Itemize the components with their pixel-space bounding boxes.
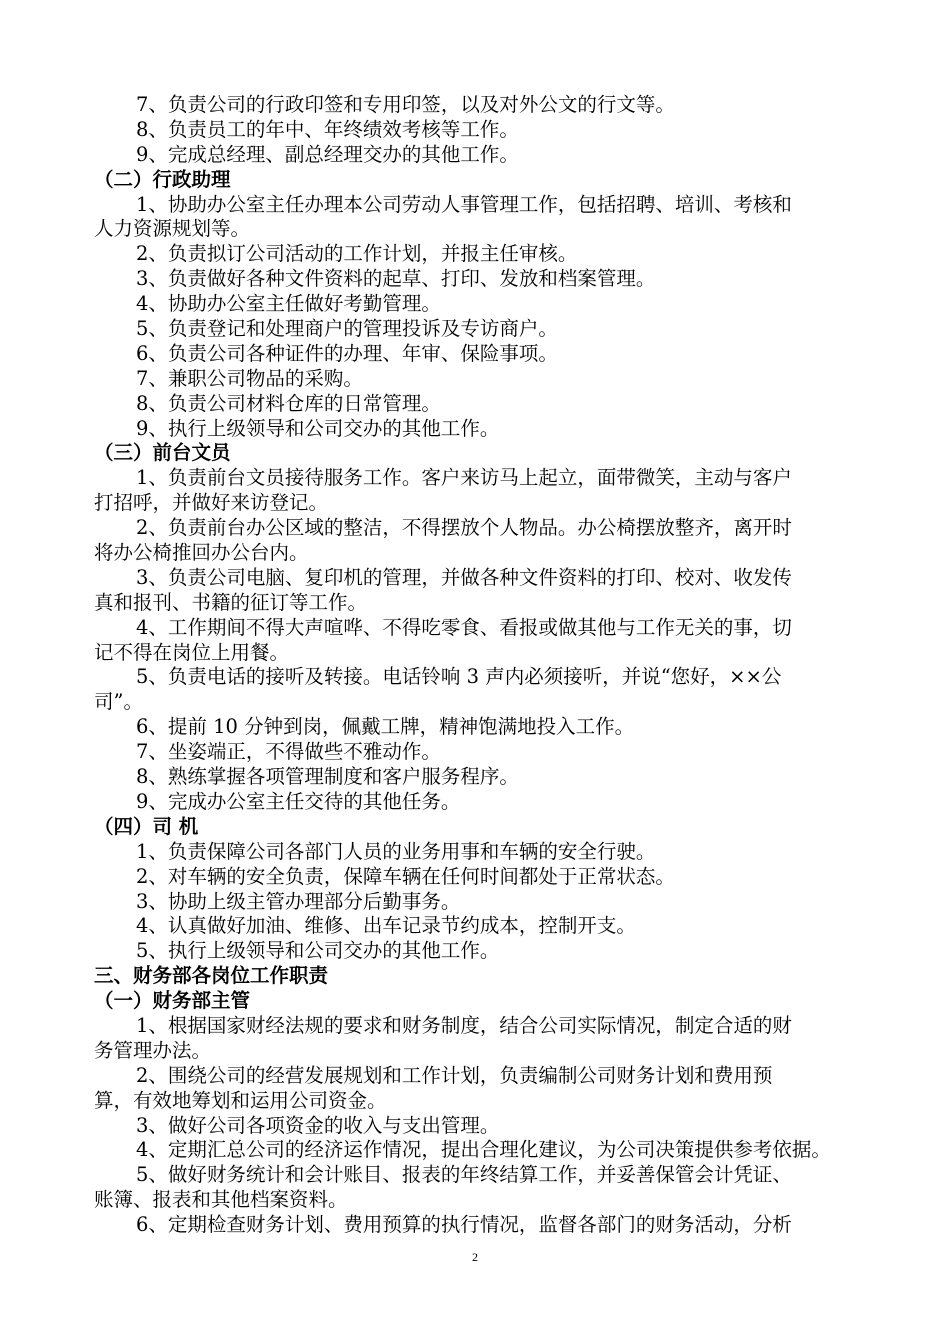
paragraph-line: 5、执行上级领导和公司交办的其他工作。 [136,939,500,963]
paragraph-line: 6、负责公司各种证件的办理、年审、保险事项。 [136,341,558,365]
paragraph-line: 7、负责公司的行政印签和专用印签，以及对外公文的行文等。 [136,93,675,116]
paragraph-line: 3、做好公司各项资金的收入与支出管理。 [136,1113,500,1137]
paragraph-line: 账簿、报表和其他档案资料。 [94,1188,348,1212]
paragraph-line: 5、负责登记和处理商户的管理投诉及专访商户。 [136,317,558,341]
paragraph-line: 4、定期汇总公司的经济运作情况，提出合理化建议，为公司决策提供参考依据。 [136,1138,831,1162]
paragraph-line: 人力资源规划等。 [94,217,251,241]
paragraph-line: 7、坐姿端正，不得做些不雅动作。 [136,740,441,764]
paragraph-line: 1、负责保障公司各部门人员的业务用事和车辆的安全行驶。 [136,839,656,863]
paragraph-line: 6、定期检查财务计划、费用预算的执行情况，监督各部门的财务活动，分析 [136,1213,792,1237]
section-heading: （三）前台文员 [94,441,231,465]
paragraph-line: 2、对车辆的安全负责，保障车辆在任何时间都处于正常状态。 [136,864,675,888]
paragraph-line: 3、负责公司电脑、复印机的管理，并做各种文件资料的打印、校对、收发传 [136,565,792,589]
document-body [94,93,864,1238]
paragraph-line: 7、兼职公司物品的采购。 [136,366,363,390]
paragraph-line: 1、协助办公室主任办理本公司劳动人事管理工作，包括招聘、培训、考核和 [136,192,792,216]
paragraph-line: 算，有效地筹划和运用公司资金。 [94,1088,387,1112]
paragraph-line: 打招呼，并做好来访登记。 [94,491,329,515]
paragraph-line: 4、协助办公室主任做好考勤管理。 [136,292,441,316]
paragraph-line: 5、负责电话的接听及转接。电话铃响 3 声内必须接听，并说“您好，××公 [136,665,782,689]
paragraph-line: 2、围绕公司的经营发展规划和工作计划，负责编制公司财务计划和费用预 [136,1063,773,1087]
paragraph-line: 4、认真做好加油、维修、出车记录节约成本，控制开支。 [136,914,636,938]
paragraph-line: 记不得在岗位上用餐。 [94,640,290,664]
section-heading: 三、财务部各岗位工作职责 [94,964,329,988]
paragraph-line: 6、提前 10 分钟到岗，佩戴工牌，精神饱满地投入工作。 [136,715,635,739]
paragraph-line: 1、负责前台文员接待服务工作。客户来访马上起立，面带微笑，主动与客户 [136,466,792,490]
paragraph-line: 2、负责前台办公区域的整洁，不得摆放个人物品。办公椅摆放整齐，离开时 [136,516,792,540]
paragraph-line: 8、熟练掌握各项管理制度和客户服务程序。 [136,765,519,789]
section-heading: （二）行政助理 [94,167,231,191]
paragraph-line: 将办公椅推回办公台内。 [94,541,309,565]
paragraph-line: 5、做好财务统计和会计账目、报表的年终结算工作，并妥善保管会计凭证、 [136,1163,792,1187]
paragraph-line: 9、完成总经理、副总经理交办的其他工作。 [136,142,519,166]
section-heading: （四）司 机 [94,814,199,838]
paragraph-line: 8、负责公司材料仓库的日常管理。 [136,391,441,415]
paragraph-line: 2、负责拟订公司活动的工作计划，并报主任审核。 [136,242,578,266]
paragraph-line: 9、执行上级领导和公司交办的其他工作。 [136,416,500,440]
page-number: 2 [472,1250,478,1264]
paragraph-line: 4、工作期间不得大声喧哗、不得吃零食、看报或做其他与工作无关的事，切 [136,615,792,639]
paragraph-line: 3、负责做好各种文件资料的起草、打印、发放和档案管理。 [136,267,656,291]
paragraph-line: 司”。 [94,690,143,714]
paragraph-line: 1、根据国家财经法规的要求和财务制度，结合公司实际情况，制定合适的财 [136,1013,792,1037]
paragraph-line: 8、负责员工的年中、年终绩效考核等工作。 [136,117,519,141]
section-heading: （一）财务部主管 [94,989,251,1013]
paragraph-line: 9、完成办公室主任交待的其他任务。 [136,789,461,813]
paragraph-line: 3、协助上级主管办理部分后勤事务。 [136,889,461,913]
paragraph-line: 务管理办法。 [94,1038,212,1062]
paragraph-line: 真和报刊、书籍的征订等工作。 [94,590,368,614]
